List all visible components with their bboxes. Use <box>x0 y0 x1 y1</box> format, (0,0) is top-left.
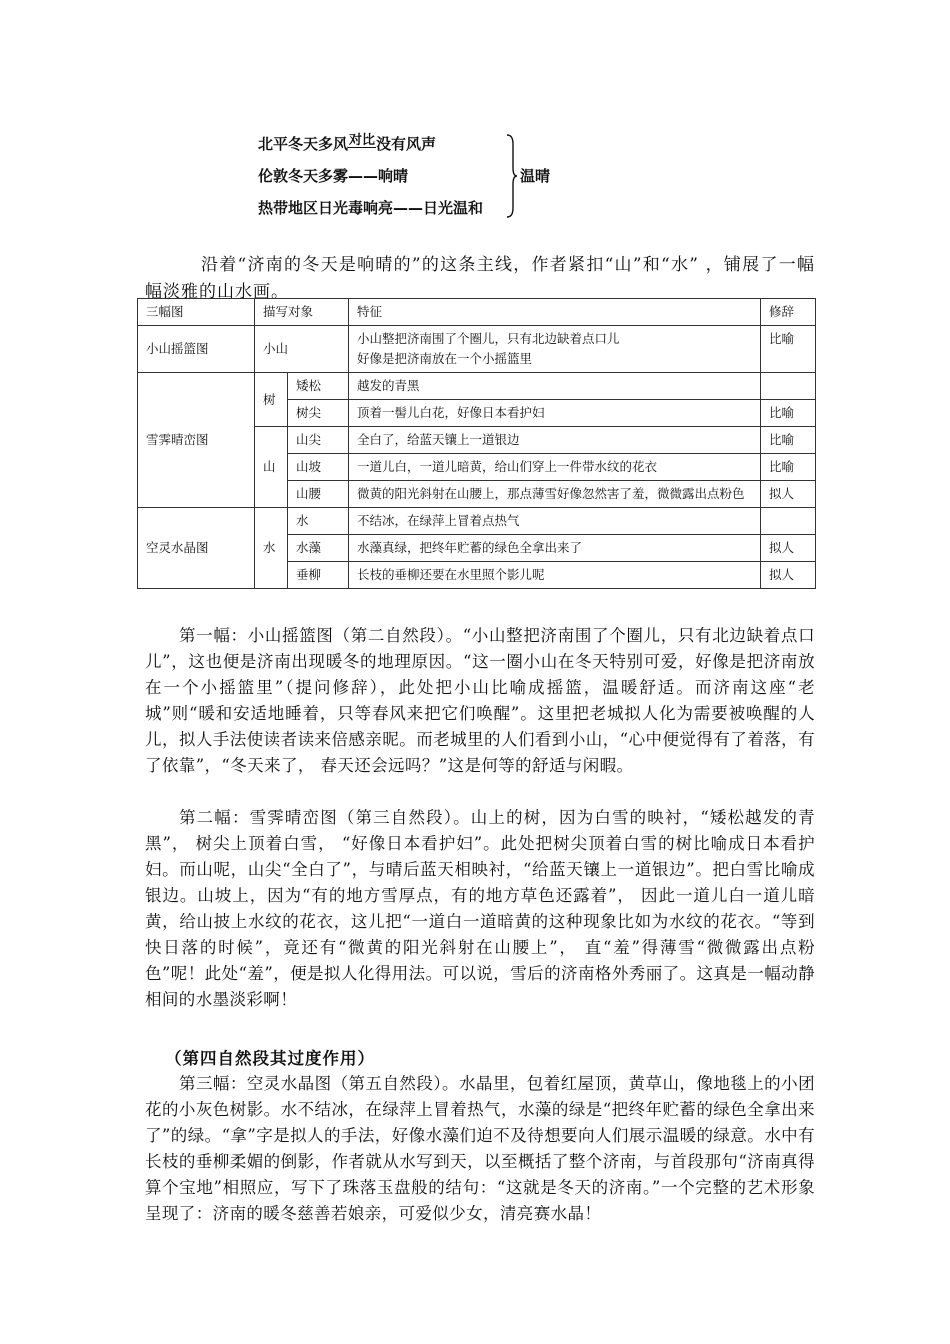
feature-cell: 不结冰，在绿萍上冒着点热气 <box>349 508 761 535</box>
feature-line: 好像是把济南放在一个小摇篮里 <box>357 351 533 366</box>
part-cell: 山坡 <box>288 454 349 481</box>
picture-title: 小山摇篮图 <box>138 326 255 373</box>
part-cell: 垂柳 <box>288 562 349 589</box>
table-header-row <box>138 299 816 326</box>
part-cell: 山尖 <box>288 427 349 454</box>
rhetoric-cell: 比喻 <box>761 400 816 427</box>
intro-paragraph: 沿着“济南的冬天是响晴的”的这条主线，作者紧扣“山”和“水” ，铺展了一幅幅淡雅的山水画。 <box>145 255 815 302</box>
analysis-table <box>137 298 816 589</box>
header-cell: 修辞 <box>761 299 816 326</box>
paragraph-first-picture: 第一幅：小山摇篮图（第二自然段）。“小山整把济南围了个圈儿，只有北边缺着点口儿”，这也便是济南出现暖冬的地理原因。“这一圈小山在冬天特别可爱，好像是把济南放在一个小摇篮里”（提问修辞），此处把小山比喻成摇篮，温暖舒适。而济南这座“老城”则“暖和安适地睡着，只等春风来把它们唤醒”。这里把老城拟人化为需要被唤醒的人儿，拟人手法使读者读来倍感亲昵。而老城里的人们看到小山，“心中便觉得有了着落，有了依靠”，“冬天来了， 春天还会远吗？”这是何等的舒适与闲暇。 <box>145 626 815 775</box>
feature-cell: 越发的青黑 <box>349 373 761 400</box>
diagram-result: 温晴 <box>520 167 551 185</box>
part-cell: 水藻 <box>288 535 349 562</box>
diagram-beiping-text: 北平冬天多风 <box>258 135 349 153</box>
diagram-contrast-label: 对比 <box>349 133 376 148</box>
diagram-no-wind-text: 没有风声 <box>376 135 437 153</box>
part-cell: 树尖 <box>288 400 349 427</box>
object-cell: 小山 <box>255 326 349 373</box>
feature-cell: 全白了，给蓝天镶上一道银边 <box>349 427 761 454</box>
part-cell: 山腰 <box>288 481 349 508</box>
table-row <box>138 373 816 400</box>
rhetoric-cell <box>761 508 816 535</box>
diagram-line-tropics: 热带地区日光毒响亮——日光温和 <box>258 199 484 217</box>
header-cell: 特征 <box>349 299 761 326</box>
rhetoric-cell: 拟人 <box>761 535 816 562</box>
paragraph-third-picture: 第三幅：空灵水晶图（第五自然段）。水晶里，包着红屋顶，黄草山，像地毯上的小团花的小灰色树影。水不结冰，在绿萍上冒着热气，水藻的绿是“把终年贮蓄的绿色全拿出来了”的绿。“拿”字是拟人的手法，好像水藻们迫不及待想要向人们展示温暖的绿意。水中有长枝的垂柳柔媚的倒影，作者就从水写到天，以至概括了整个济南，与首段那句“济南真得算个宝地”相照应，写下了珠落玉盘般的结句：“这就是冬天的济南。”一个完整的艺术形象呈现了：济南的暖冬慈善若娘亲，可爱似少女，清亮赛水晶！ <box>145 1074 815 1223</box>
rhetoric-cell <box>761 373 816 400</box>
category-cell: 树 <box>255 373 288 427</box>
right-brace-icon <box>506 134 518 218</box>
rhetoric-cell: 比喻 <box>761 326 816 373</box>
rhetoric-cell: 比喻 <box>761 427 816 454</box>
feature-line: 小山整把济南围了个圈儿，只有北边缺着点口儿 <box>357 331 620 346</box>
rhetoric-cell: 拟人 <box>761 481 816 508</box>
feature-cell: 水藻真绿，把终年贮蓄的绿色全拿出来了 <box>349 535 761 562</box>
part-cell: 水 <box>288 508 349 535</box>
category-cell: 山 <box>255 427 288 508</box>
part-cell: 矮松 <box>288 373 349 400</box>
table-row <box>138 326 816 373</box>
diagram-line-london: 伦敦冬天多雾——响晴 <box>258 167 409 185</box>
category-cell: 水 <box>255 508 288 589</box>
feature-cell <box>349 326 761 373</box>
feature-cell: 一道儿白，一道儿暗黄，给山们穿上一件带水纹的花衣 <box>349 454 761 481</box>
feature-cell: 长枝的垂柳还要在水里照个影儿呢 <box>349 562 761 589</box>
table-row <box>138 508 816 535</box>
rhetoric-cell: 比喻 <box>761 454 816 481</box>
feature-cell: 顶着一髻儿白花，好像日本看护妇 <box>349 400 761 427</box>
diagram-line-beiping <box>258 134 436 154</box>
feature-cell: 微黄的阳光斜射在山腰上，那点薄雪好像忽然害了羞，微微露出点粉色 <box>349 481 761 508</box>
picture-title: 雪霁晴峦图 <box>138 373 255 508</box>
header-cell: 描写对象 <box>255 299 349 326</box>
header-cell: 三幅图 <box>138 299 255 326</box>
comparison-diagram <box>258 128 578 228</box>
picture-title: 空灵水晶图 <box>138 508 255 589</box>
rhetoric-cell: 拟人 <box>761 562 816 589</box>
paragraph-second-picture: 第二幅：雪霁晴峦图（第三自然段）。山上的树，因为白雪的映衬，“矮松越发的青黑”， 树尖上顶着白雪， “好像日本看护妇”。此处把树尖顶着白雪的树比喻成日本看护妇。而山呢，山尖“全白了”，与晴后蓝天相映衬，“给蓝天镶上一道银边”。把白雪比喻成银边。山坡上，因为“有的地方雪厚点，有的地方草色还露着”， 因此一道儿白一道儿暗黄，给山披上水纹的花衣，这儿把“一道白一道暗黄的这种现象比如为水纹的花衣。“等到快日落的时候”，竟还有“微黄的阳光斜射在山腰上”， 直“羞”得薄雪“微微露出点粉色”呢！此处“羞”，便是拟人化得用法。可以说，雪后的济南格外秀丽了。这真是一幅动静相间的水墨淡彩啊！ <box>145 808 815 1009</box>
section-subheading: （第四自然段其过度作用） <box>165 1049 375 1068</box>
